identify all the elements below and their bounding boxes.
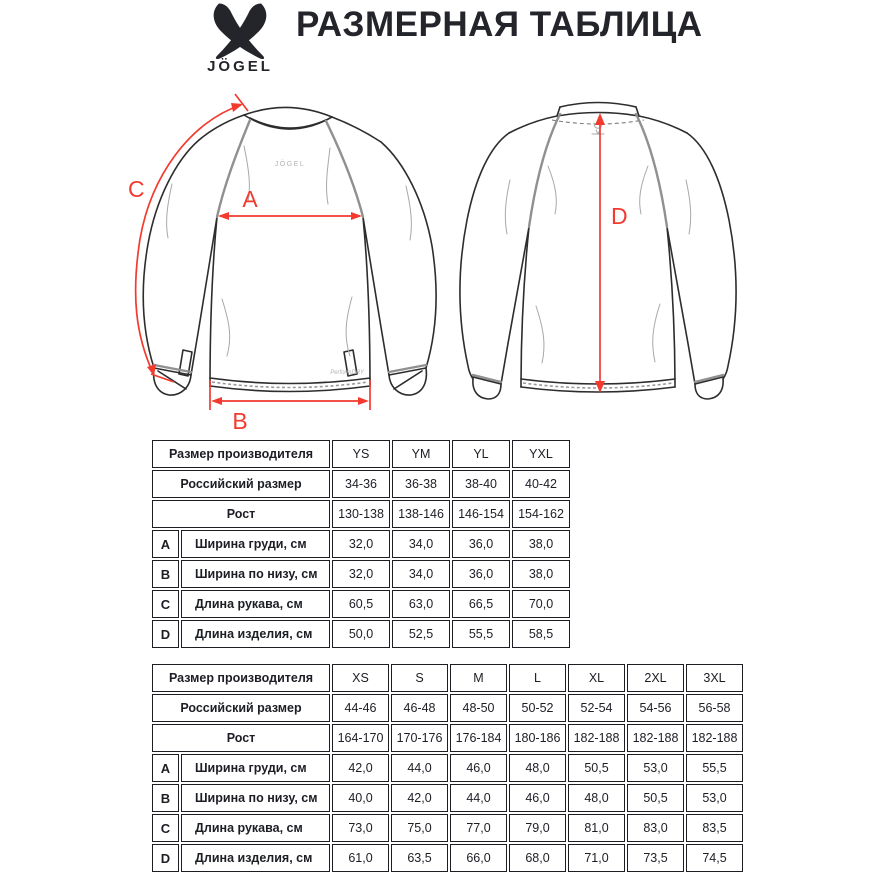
measure-value: 70,0 — [512, 590, 570, 618]
header-value: YS — [332, 440, 390, 468]
shirt-front-seams — [154, 120, 426, 372]
measure-value: 42,0 — [332, 754, 389, 782]
header-label: Размер производителя — [152, 440, 330, 468]
measure-value: 38,0 — [512, 560, 570, 588]
measure-value: 48,0 — [568, 784, 625, 812]
measure-value: 42,0 — [391, 784, 448, 812]
shirt-back-outline — [460, 103, 736, 400]
measure-value: 53,0 — [686, 784, 743, 812]
header-row — [152, 470, 570, 498]
header-value: YXL — [512, 440, 570, 468]
header-value: 164-170 — [332, 724, 389, 752]
measure-letter: D — [152, 844, 179, 872]
shirt-back-drawing — [448, 84, 790, 432]
header-label: Российский размер — [152, 470, 330, 498]
measure-value: 46,0 — [509, 784, 566, 812]
header-label: Российский размер — [152, 694, 330, 722]
measure-letter: A — [152, 754, 179, 782]
measure-value: 53,0 — [627, 754, 684, 782]
header-value: 146-154 — [452, 500, 510, 528]
measure-row — [152, 754, 743, 782]
measure-label: Длина изделия, см — [181, 844, 330, 872]
size-table-adult — [152, 664, 743, 874]
measure-value: 34,0 — [392, 560, 450, 588]
header-value: 48-50 — [450, 694, 507, 722]
header-value: 180-186 — [509, 724, 566, 752]
measure-row — [152, 620, 570, 648]
header-value: 130-138 — [332, 500, 390, 528]
header-label: Рост — [152, 500, 330, 528]
header-value: 56-58 — [686, 694, 743, 722]
header-value: S — [391, 664, 448, 692]
measure-letter: D — [152, 620, 179, 648]
header-row — [152, 694, 743, 722]
header-value: 2XL — [627, 664, 684, 692]
shirt-front-drawing — [98, 84, 440, 432]
header-row — [152, 440, 570, 468]
measure-row — [152, 784, 743, 812]
fabric-label-text: PerformDRY — [330, 370, 364, 376]
measure-value: 66,0 — [450, 844, 507, 872]
measure-value: 73,0 — [332, 814, 389, 842]
measure-label: Ширина по низу, см — [181, 784, 330, 812]
measure-row — [152, 844, 743, 872]
measure-value: 52,5 — [392, 620, 450, 648]
measure-value: 77,0 — [450, 814, 507, 842]
header-value: 138-146 — [392, 500, 450, 528]
measure-value: 40,0 — [332, 784, 389, 812]
header-value: 3XL — [686, 664, 743, 692]
measure-value: 74,5 — [686, 844, 743, 872]
measure-value: 61,0 — [332, 844, 389, 872]
measure-value: 50,5 — [568, 754, 625, 782]
size-table-youth — [152, 440, 570, 650]
measure-row — [152, 560, 570, 588]
header-value: 40-42 — [512, 470, 570, 498]
measure-value: 34,0 — [392, 530, 450, 558]
brand-wordmark: JÖGEL — [207, 58, 273, 75]
header-label: Размер производителя — [152, 664, 330, 692]
header-value: XS — [332, 664, 389, 692]
header-value: 44-46 — [332, 694, 389, 722]
header-row — [152, 500, 570, 528]
measure-letter: B — [152, 560, 179, 588]
measure-value: 63,5 — [391, 844, 448, 872]
measure-row — [152, 530, 570, 558]
header-label: Рост — [152, 724, 330, 752]
header-value: 52-54 — [568, 694, 625, 722]
measure-value: 50,0 — [332, 620, 390, 648]
header-row — [152, 724, 743, 752]
measure-value: 32,0 — [332, 530, 390, 558]
measure-value: 38,0 — [512, 530, 570, 558]
measure-value: 58,5 — [512, 620, 570, 648]
header-value: 182-188 — [627, 724, 684, 752]
measure-value: 75,0 — [391, 814, 448, 842]
measure-value: 36,0 — [452, 530, 510, 558]
shirt-front-wrinkles — [167, 146, 412, 356]
header-value: 34-36 — [332, 470, 390, 498]
header-value: 182-188 — [686, 724, 743, 752]
measure-label: Длина изделия, см — [181, 620, 330, 648]
measure-label: Ширина по низу, см — [181, 560, 330, 588]
header-value: 170-176 — [391, 724, 448, 752]
measure-label: Ширина груди, см — [181, 754, 330, 782]
page-title: РАЗМЕРНАЯ ТАБЛИЦА — [296, 5, 703, 44]
jogel-logo-icon — [207, 2, 273, 60]
measure-value: 50,5 — [627, 784, 684, 812]
label-d: D — [611, 203, 628, 229]
header-value: YM — [392, 440, 450, 468]
measure-letter: B — [152, 784, 179, 812]
header-value: 154-162 — [512, 500, 570, 528]
header-value: YL — [452, 440, 510, 468]
measure-letter: C — [152, 590, 179, 618]
header-value: 182-188 — [568, 724, 625, 752]
measure-arrow-a — [218, 186, 362, 220]
label-a: A — [242, 186, 258, 212]
measure-value: 71,0 — [568, 844, 625, 872]
measure-label: Длина рукава, см — [181, 590, 330, 618]
measure-row — [152, 590, 570, 618]
measure-value: 44,0 — [391, 754, 448, 782]
brand-logo — [192, 2, 288, 75]
measure-value: 63,0 — [392, 590, 450, 618]
measure-value: 79,0 — [509, 814, 566, 842]
header-value: 50-52 — [509, 694, 566, 722]
measure-value: 44,0 — [450, 784, 507, 812]
measure-letter: A — [152, 530, 179, 558]
measure-row — [152, 814, 743, 842]
measure-label: Длина рукава, см — [181, 814, 330, 842]
header-value: 38-40 — [452, 470, 510, 498]
header-row — [152, 664, 743, 692]
measure-arrow-d — [595, 113, 628, 393]
measure-letter: C — [152, 814, 179, 842]
measure-value: 36,0 — [452, 560, 510, 588]
measure-value: 83,5 — [686, 814, 743, 842]
measure-value: 55,5 — [452, 620, 510, 648]
label-b: B — [232, 408, 248, 432]
chest-logo-text: JÖGEL — [274, 161, 306, 168]
measure-value: 55,5 — [686, 754, 743, 782]
measure-value: 81,0 — [568, 814, 625, 842]
measure-value: 48,0 — [509, 754, 566, 782]
measure-value: 60,5 — [332, 590, 390, 618]
shirt-back-wrinkles — [505, 166, 690, 363]
measure-value: 66,5 — [452, 590, 510, 618]
header-value: XL — [568, 664, 625, 692]
measure-label: Ширина груди, см — [181, 530, 330, 558]
shirt-back-seams — [473, 114, 723, 382]
measure-value: 68,0 — [509, 844, 566, 872]
header-value: 46-48 — [391, 694, 448, 722]
measure-value: 73,5 — [627, 844, 684, 872]
shirt-front-outline — [143, 107, 436, 395]
measure-value: 83,0 — [627, 814, 684, 842]
header-value: M — [450, 664, 507, 692]
header-value: L — [509, 664, 566, 692]
label-c: C — [128, 176, 145, 202]
measure-value: 32,0 — [332, 560, 390, 588]
header-value: 176-184 — [450, 724, 507, 752]
measure-value: 46,0 — [450, 754, 507, 782]
header-value: 36-38 — [392, 470, 450, 498]
header-value: 54-56 — [627, 694, 684, 722]
